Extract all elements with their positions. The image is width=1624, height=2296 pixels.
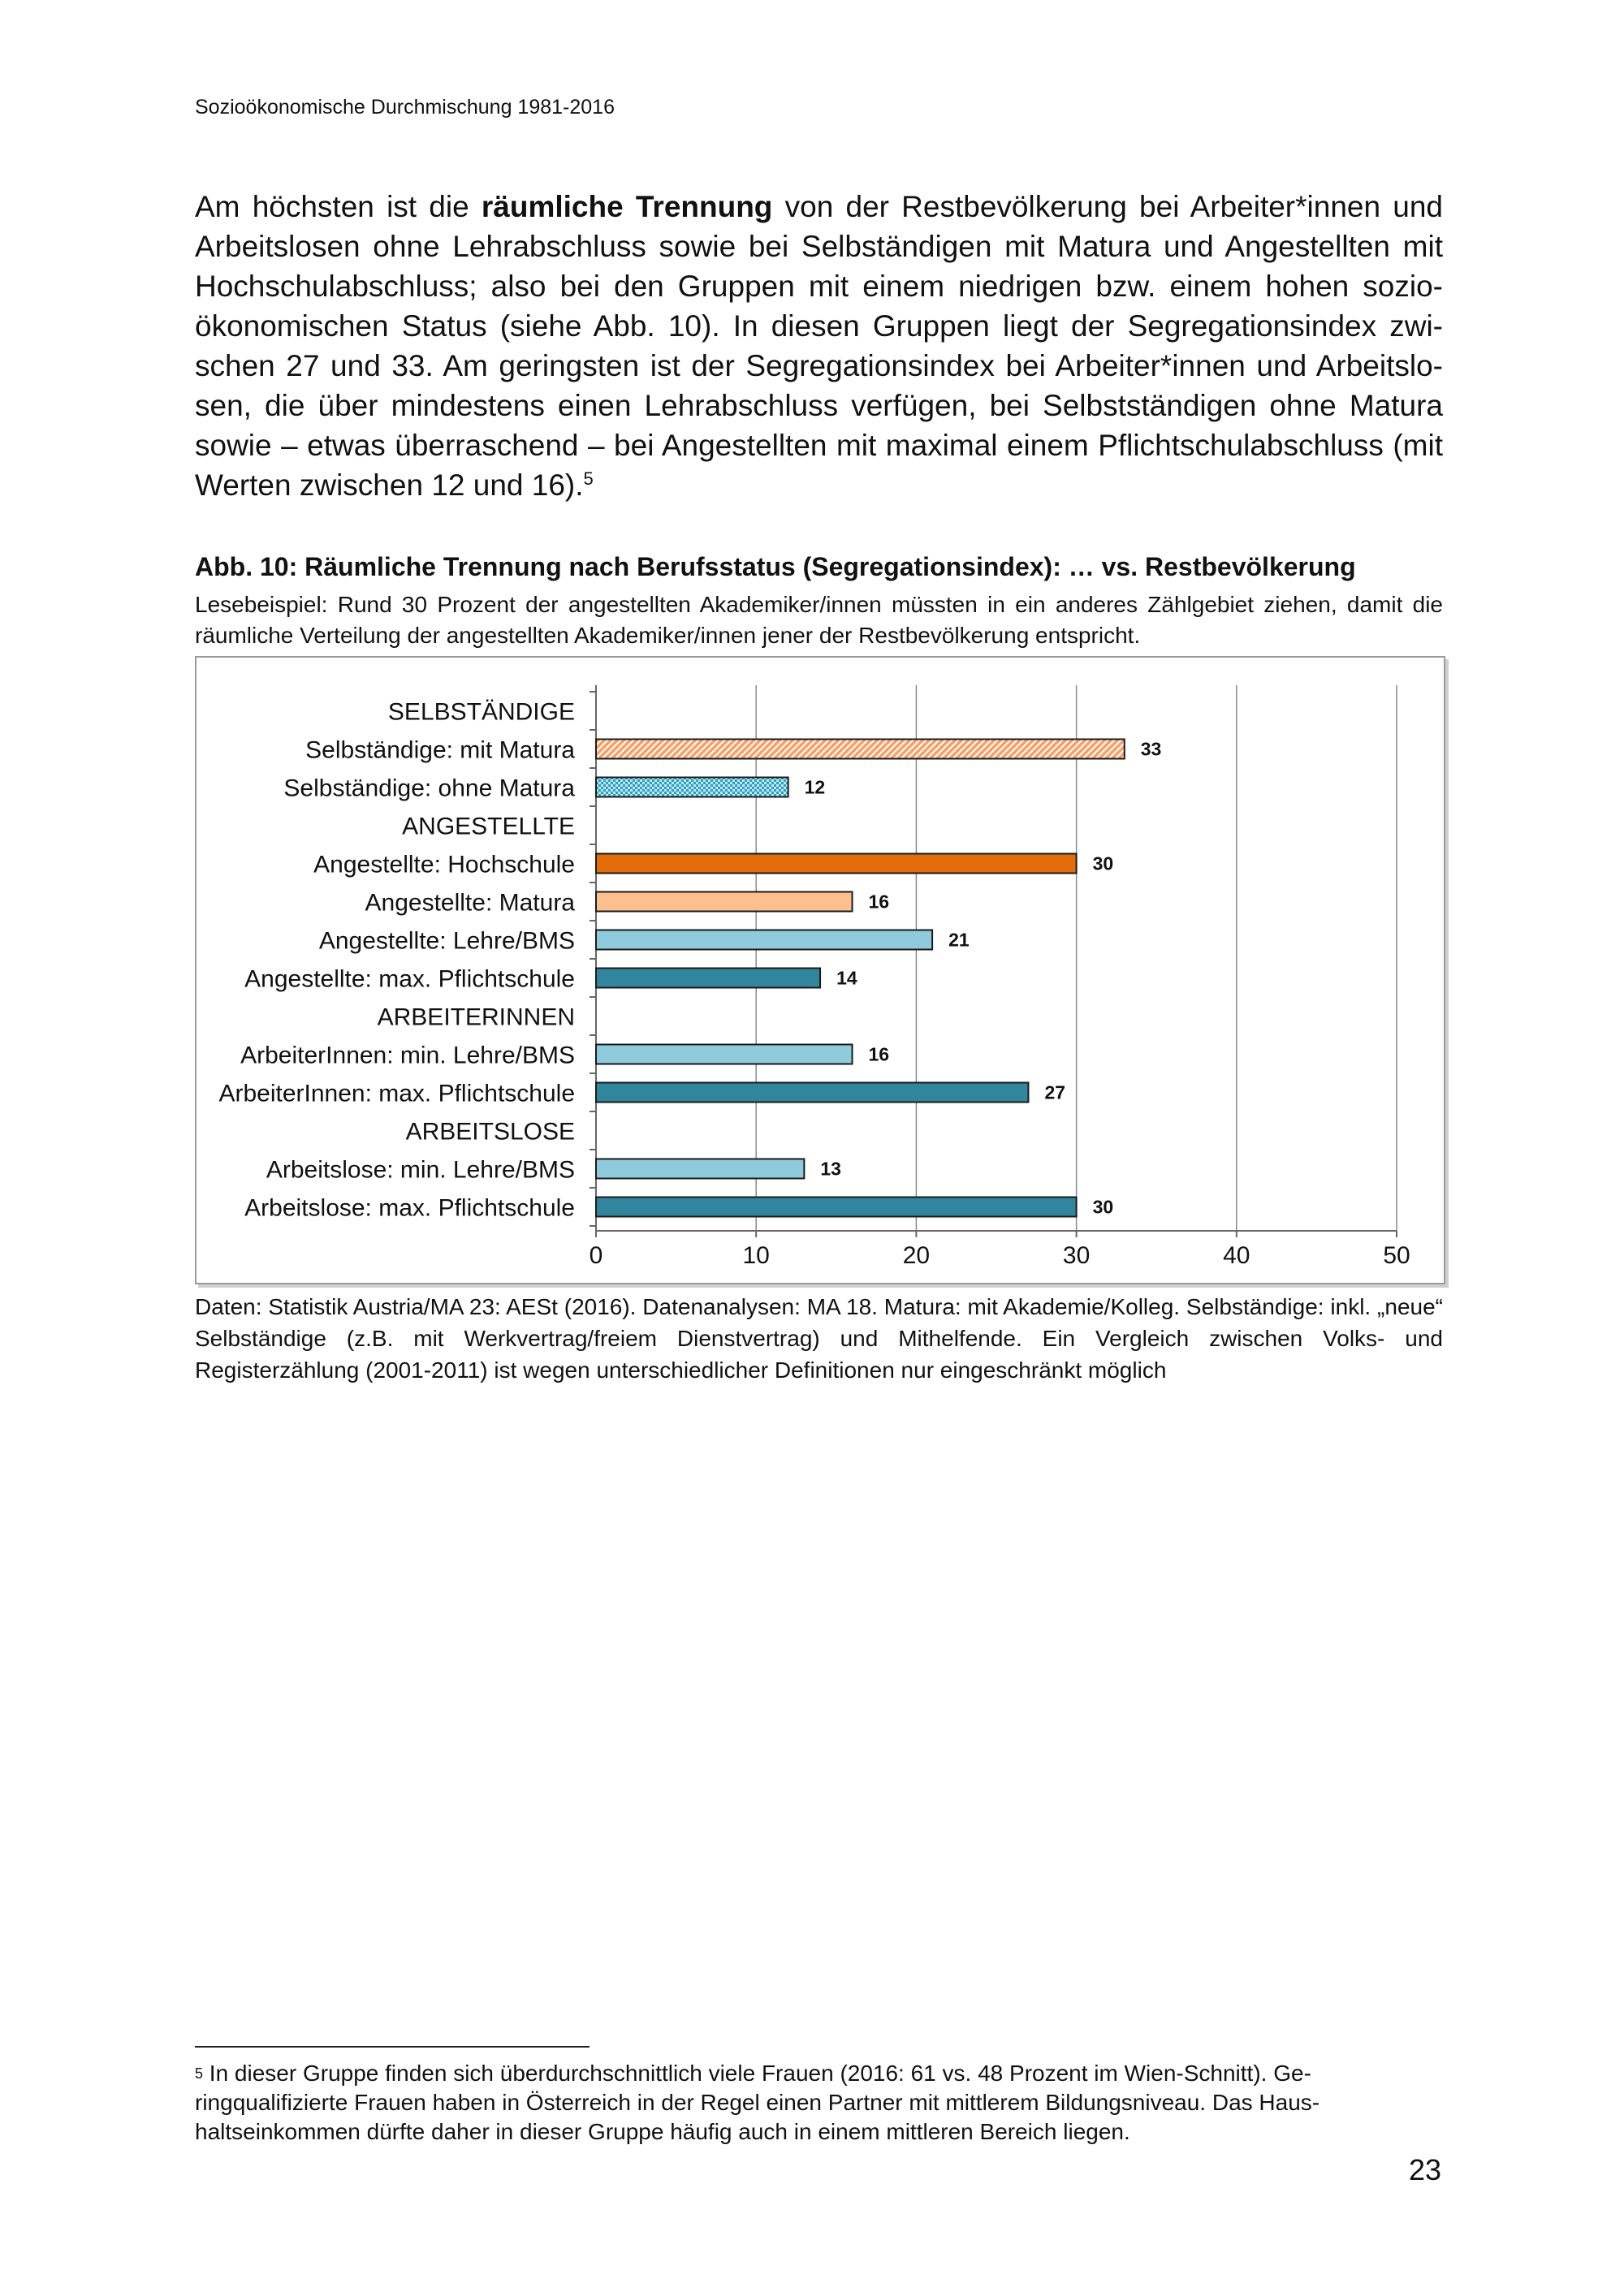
- x-tick-label: 10: [742, 1242, 770, 1269]
- data-label: 21: [948, 929, 970, 951]
- data-label: 16: [868, 1043, 890, 1065]
- data-label: 14: [836, 967, 857, 989]
- bar: [596, 854, 1077, 874]
- category-label: ANGESTELLTE: [402, 813, 575, 840]
- category-label: Angestellte: max. Pflichtschule: [244, 965, 575, 993]
- x-tick-label: 50: [1383, 1242, 1410, 1269]
- x-tick-label: 40: [1223, 1242, 1250, 1269]
- bar: [596, 1045, 853, 1064]
- footnote-divider: [195, 2046, 590, 2048]
- emphasis-term: räumliche Trennung: [481, 190, 773, 223]
- bar: [596, 740, 1125, 759]
- bar: [596, 892, 853, 912]
- bar-chart: [197, 658, 1444, 1283]
- data-label: 16: [868, 891, 890, 913]
- figure-caption: Abb. 10: Räumliche Trennung nach Berufsstatus (Segregationsindex): … vs. Restbevölkerung: [195, 552, 1356, 581]
- bar-chart-frame: [195, 656, 1445, 1284]
- data-label: 30: [1092, 852, 1114, 874]
- category-label: Selbständige: mit Matura: [305, 736, 575, 764]
- category-label: Angestellte: Hochschule: [313, 851, 575, 878]
- category-label: ARBEITERINNEN: [377, 1003, 575, 1031]
- footnote: [195, 2059, 1443, 2147]
- footnote-text: In dieser Gruppe finden sich überdurchschnittlich viele Frauen (2016: 61 vs. 48 Prozent im Wien-Schnitt). Geringqualifizierte Frauen haben in Österreich in der Regel einen Partner mit mittlerem Bildungsniveau. Das Haushaltseinkommen dürfte daher in dieser Gruppe häufig auch in einem mittleren Bereich liegen.: [195, 2061, 1320, 2144]
- data-label: 13: [820, 1158, 841, 1180]
- paragraph-text-rest: von der Restbevölkerung bei Arbeiter*innen und Arbeitslosen ohne Lehrabschluss sowie bei Selbständigen mit Matura und Angestellten mit Hochschulabschluss; also bei den Gruppen mit einem niedrigen bzw. einem hohen sozioökonomischen Status (siehe Abb. 10). In diesen Gruppen liegt der Segregationsindex zwischen 27 und 33. Am geringsten ist der Segregationsindex bei Arbeiter*innen und Arbeitslosen, die über mindestens einen Lehrabschluss verfügen, bei Selbstständigen ohne Matura sowie – etwas überraschend – bei Angestellten mit maximal einem Pflichtschulabschluss (mit Werten zwischen 12 und 16).: [195, 190, 1443, 502]
- category-label: SELBSTÄNDIGE: [387, 698, 575, 726]
- footnote-ref: 5: [583, 468, 594, 489]
- bar: [596, 1159, 804, 1179]
- data-label: 30: [1092, 1196, 1114, 1218]
- category-label: Angestellte: Lehre/BMS: [318, 927, 575, 955]
- data-label: 33: [1140, 738, 1162, 760]
- bar: [596, 969, 820, 988]
- footnote-number: 5: [195, 2065, 204, 2082]
- running-title: Sozioökonomische Durchmischung 1981-2016: [195, 96, 615, 119]
- body-paragraph: [195, 187, 1443, 505]
- bar: [596, 1198, 1077, 1217]
- data-label: 27: [1044, 1081, 1066, 1103]
- paragraph-text-start: Am höchsten ist die: [195, 190, 482, 223]
- page-number: 23: [1409, 2153, 1442, 2186]
- x-tick-label: 0: [589, 1242, 603, 1269]
- bar: [596, 930, 932, 950]
- category-label: Angestellte: Matura: [365, 889, 575, 917]
- bar: [596, 1083, 1028, 1103]
- reading-example: Lesebeispiel: Rund 30 Prozent der angestellten Akademiker/innen müssten in ein anderes Zählgebiet ziehen, damit die räumliche Verteilung der angestellten Akademiker/innen jener der Restbevölkerung entspricht.: [195, 592, 1443, 648]
- data-label: 12: [804, 776, 826, 798]
- x-tick-label: 30: [1062, 1242, 1091, 1269]
- category-label: ArbeiterInnen: max. Pflichtschule: [218, 1080, 575, 1107]
- category-label: Arbeitslose: min. Lehre/BMS: [266, 1156, 575, 1184]
- category-label: Selbständige: ohne Matura: [283, 775, 575, 802]
- x-tick-label: 20: [902, 1242, 931, 1269]
- category-label: ARBEITSLOSE: [405, 1118, 575, 1146]
- category-label: ArbeiterInnen: min. Lehre/BMS: [240, 1042, 575, 1069]
- figure-source-note: Daten: Statistik Austria/MA 23: AESt (2016). Datenanalysen: MA 18. Matura: mit Akademie/Kolleg. Selbständige: inkl. „neue“ Selbständige (z.B. mit Werkvertrag/freiem Dienstvertrag) und Mithelfende. Ein Vergleich zwischen Volks- und Registerzählung (2001-2011) ist wegen unterschiedlicher Definitionen nur eingeschränkt möglich: [195, 1294, 1443, 1383]
- category-label: Arbeitslose: max. Pflichtschule: [244, 1194, 575, 1222]
- bar: [596, 778, 788, 797]
